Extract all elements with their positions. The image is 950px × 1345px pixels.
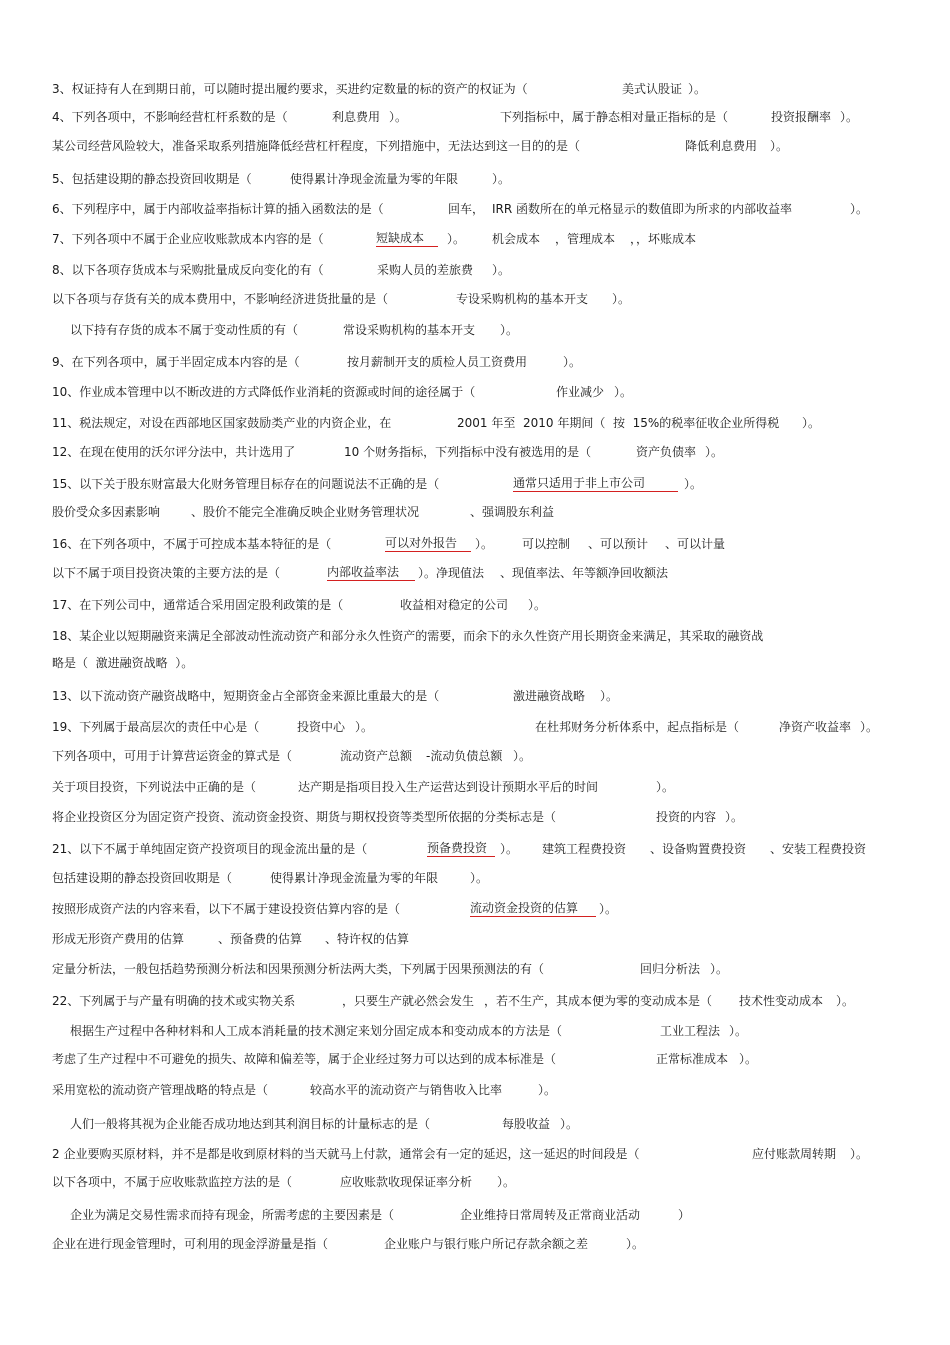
text-segment: ）。 <box>626 1237 645 1251</box>
text-segment: 略是（ 激进融资战略 ）。 <box>52 656 194 670</box>
text-segment: ）。 <box>725 810 744 824</box>
text-segment: 10、作业成本管理中以不断改进的方式降低作业消耗的资源或时间的途径属于（ <box>52 385 476 399</box>
text-line <box>0 230 950 248</box>
text-segment: ）。 <box>850 202 869 216</box>
text-segment: ）。 <box>500 323 519 337</box>
text-segment: ）。 <box>802 416 821 430</box>
text-line <box>0 200 950 218</box>
text-segment: ）。 <box>705 445 724 459</box>
text-line <box>0 960 950 978</box>
text-segment: ）。 <box>492 263 511 277</box>
text-segment: IRR 函数所在的单元格显示的数值即为所求的内部收益率 <box>492 202 793 216</box>
text-segment: 较高水平的流动资产与销售收入比率 <box>310 1083 503 1097</box>
text-segment: -流动负债总额 <box>426 749 503 763</box>
text-segment: 4、下列各项中，不影响经营杠杆系数的是（ <box>52 110 288 124</box>
text-segment: ）。 <box>447 232 466 246</box>
text-segment: ，若不生产 <box>484 994 545 1008</box>
text-segment: 3、权证持有人在到期日前，可以随时提出履约要求，买进约定数量的标的资产的权证为（ <box>52 82 528 96</box>
text-segment: 机会成本 <box>492 232 541 246</box>
text-segment: 15、以下关于股东财富最大化财务管理目标存在的问题说法不正确的是（ <box>52 477 440 491</box>
text-segment: ，，坏账成本 <box>630 232 697 246</box>
text-segment: ）。 <box>684 477 703 491</box>
text-segment: 、安装工程费投资 <box>770 842 867 856</box>
text-segment: 、设备购置费投资 <box>650 842 747 856</box>
text-segment: 使得累计净现金流量为零的年限 <box>270 871 439 885</box>
text-segment: 使得累计净现金流量为零的年限 <box>290 172 459 186</box>
text-segment: ）。 <box>560 1117 579 1131</box>
text-segment: ）。 <box>528 598 547 612</box>
text-segment: 以下各项与存货有关的成本费用中，不影响经济进货批量的是（ <box>52 292 389 306</box>
text-line <box>0 930 950 948</box>
text-line <box>0 353 950 371</box>
text-segment: 关于项目投资，下列说法中正确的是（ <box>52 780 257 794</box>
text-segment: 11、税法规定，对设在西部地区国家鼓励类产业的内资企业，在 <box>52 416 392 430</box>
text-segment: 人们一般将其视为企业能否成功地达到其利润目标的计量标志的是（ <box>70 1117 431 1131</box>
text-segment: 7、下列各项中不属于企业应收账款成本内容的是（ <box>52 232 324 246</box>
answer-underlined: 可以对外报告 <box>385 535 471 552</box>
text-segment: ）。 <box>470 871 489 885</box>
text-segment: ）。 <box>599 902 618 916</box>
text-segment: ）。 <box>710 962 729 976</box>
text-segment: 流动资产总额 <box>340 749 413 763</box>
text-segment: 常设采购机构的基本开支 <box>343 323 476 337</box>
text-segment: 8、以下各项存货成本与采购批量成反向变化的有（ <box>52 263 324 277</box>
text-segment: 、可以计量 <box>665 537 726 551</box>
text-line <box>0 654 950 672</box>
text-segment: ）。 <box>497 1175 516 1189</box>
text-line <box>0 900 950 918</box>
text-segment: ，只要生产就必然会发生 <box>342 994 475 1008</box>
text-segment: 6、下列程序中，属于内部收益率指标计算的插入函数法的是（ <box>52 202 384 216</box>
text-segment: 18、某企业以短期融资来满足全部波动性流动资产和部分永久性资产的需要，而余下的永久性资产用长期资金来满足，其采取的融资战 <box>52 629 764 643</box>
text-line <box>0 992 950 1010</box>
text-segment: 专设采购机构的基本开支 <box>456 292 589 306</box>
text-segment: 、可以预计 <box>588 537 649 551</box>
text-line <box>0 687 950 705</box>
text-line <box>0 1115 950 1133</box>
text-segment: ）。 <box>614 385 633 399</box>
text-segment: 按月薪制开支的质检人员工资费用 <box>347 355 528 369</box>
text-segment: 企业为满足交易性需求而持有现金，所需考虑的主要因素是（ <box>70 1208 395 1222</box>
text-segment: 采购人员的差旅费 <box>377 263 474 277</box>
text-segment: 投资报酬率 <box>771 110 832 124</box>
text-segment: 包括建设期的静态投资回收期是（ <box>52 871 233 885</box>
text-segment: 回车， <box>448 202 485 216</box>
text-segment: ）。 <box>389 110 408 124</box>
text-segment: ）。净现值法 <box>418 566 485 580</box>
text-segment: 资产负债率 <box>636 445 697 459</box>
text-segment: 工业工程法 <box>660 1024 721 1038</box>
text-segment: 、强调股东利益 <box>470 505 555 519</box>
text-segment: 16、在下列各项中，不属于可控成本基本特征的是（ <box>52 537 332 551</box>
text-line <box>0 1081 950 1099</box>
text-segment: 考虑了生产过程中不可避免的损失、故障和偏差等，属于企业经过努力可以达到的成本标准是（ <box>52 1052 557 1066</box>
text-segment: 下列指标中，属于静态相对量正指标的是（ <box>500 110 729 124</box>
text-segment: 股价受众多因素影响 <box>52 505 161 519</box>
text-segment: 以下持有存货的成本不属于变动性质的有（ <box>70 323 299 337</box>
text-segment: 达产期是指项目投入生产运营达到设计预期水平后的时间 <box>298 780 599 794</box>
text-segment: ）。 <box>500 842 519 856</box>
text-segment: ）。 <box>513 749 532 763</box>
text-line <box>0 137 950 155</box>
text-line <box>0 383 950 401</box>
text-line <box>0 1145 950 1163</box>
text-line <box>0 80 950 98</box>
text-segment: 、预备费的估算 <box>218 932 303 946</box>
text-segment: ）。 <box>656 780 675 794</box>
text-segment: ）。 <box>492 172 511 186</box>
text-segment: 、股价不能完全准确反映企业财务管理状况 <box>191 505 420 519</box>
answer-underlined: 预备费投资 <box>427 840 495 857</box>
text-line <box>0 535 950 553</box>
text-line <box>0 1206 950 1224</box>
text-segment: 采用宽松的流动资产管理战略的特点是（ <box>52 1083 269 1097</box>
text-segment: 根据生产过程中各种材料和人工成本消耗量的技术测定来划分固定成本和变动成本的方法是（ <box>70 1024 563 1038</box>
text-line <box>0 718 950 736</box>
text-line <box>0 778 950 796</box>
text-line <box>0 869 950 887</box>
answer-underlined: 短缺成本 <box>376 230 438 247</box>
text-line <box>0 596 950 614</box>
text-segment: ）。 <box>355 720 374 734</box>
text-line <box>0 108 950 126</box>
text-segment: ）。 <box>563 355 582 369</box>
text-segment: ）。 <box>770 139 789 153</box>
text-segment: ）。 <box>612 292 631 306</box>
text-line <box>0 1022 950 1040</box>
text-segment: ） <box>678 1208 691 1222</box>
text-segment: 降低利息费用 <box>685 139 758 153</box>
answer-underlined: 通常只适用于非上市公司 <box>513 475 678 492</box>
text-segment: 每股收益 <box>502 1117 551 1131</box>
text-segment: 9、在下列各项中，属于半固定成本内容的是（ <box>52 355 300 369</box>
text-segment: ）。 <box>840 110 859 124</box>
text-segment: 建筑工程费投资 <box>542 842 627 856</box>
text-segment: 、现值率法、年等额净回收额法 <box>500 566 669 580</box>
text-line <box>0 747 950 765</box>
text-segment: 下列各项中，可用于计算营运资金的算式是（ <box>52 749 293 763</box>
text-segment: 企业账户与银行账户所记存款余额之差 <box>384 1237 589 1251</box>
text-segment: 22、下列属于与产量有明确的技术或实物关系 <box>52 994 296 1008</box>
text-segment: 定量分析法，一般包括趋势预测分析法和因果预测分析法两大类，下列属于因果预测法的有（ <box>52 962 545 976</box>
answer-underlined: 流动资金投资的估算 <box>470 900 596 917</box>
text-segment: 在杜邦财务分析体系中，起点指标是（ <box>535 720 740 734</box>
text-segment: 应收账款收现保证率分析 <box>340 1175 473 1189</box>
text-segment: 企业在进行现金管理时，可利用的现金浮游量是指（ <box>52 1237 329 1251</box>
text-segment: 可以控制 <box>522 537 571 551</box>
text-line <box>0 808 950 826</box>
text-segment: ）。 <box>729 1024 748 1038</box>
text-segment: 美式认股证 <box>622 82 683 96</box>
text-segment: 2001 年至 2010 年期间（ 按 15%的税率征收企业所得税 <box>457 416 780 430</box>
text-line <box>0 1050 950 1068</box>
text-segment: 作业减少 <box>556 385 605 399</box>
text-segment: 13、以下流动资产融资战略中，短期资金占全部资金来源比重最大的是（ <box>52 689 440 703</box>
text-line <box>0 443 950 461</box>
text-segment: 企业维持日常周转及正常商业活动 <box>460 1208 641 1222</box>
text-line <box>0 1173 950 1191</box>
text-segment: 某公司经营风险较大，准备采取系列措施降低经营杠杆程度，下列措施中，无法达到这一目的的是（ <box>52 139 581 153</box>
text-segment: ）。 <box>850 1147 869 1161</box>
text-segment: 2 企业要购买原材料，并不是都是收到原材料的当天就马上付款，通常会有一定的延迟，这一延迟的时间段是（ <box>52 1147 640 1161</box>
text-segment: 以下不属于项目投资决策的主要方法的是（ <box>52 566 281 580</box>
text-segment: 5、包括建设期的静态投资回收期是（ <box>52 172 252 186</box>
text-segment: ）。 <box>475 537 494 551</box>
text-line <box>0 321 950 339</box>
text-line <box>0 290 950 308</box>
text-segment: 激进融资战略 <box>513 689 586 703</box>
text-segment: 收益相对稳定的公司 <box>400 598 509 612</box>
text-segment: 以下各项中，不属于应收账款监控方法的是（ <box>52 1175 293 1189</box>
text-line <box>0 170 950 188</box>
text-segment: ）。 <box>836 994 855 1008</box>
text-segment: 利息费用 <box>332 110 381 124</box>
text-line <box>0 475 950 493</box>
text-segment: 净资产收益率 <box>779 720 852 734</box>
text-line <box>0 1235 950 1253</box>
text-segment: 回归分析法 <box>640 962 701 976</box>
text-segment: 投资中心 <box>297 720 346 734</box>
text-line <box>0 503 950 521</box>
text-line <box>0 840 950 858</box>
text-line <box>0 564 950 582</box>
text-segment: ）。 <box>688 82 707 96</box>
text-line <box>0 414 950 432</box>
text-line <box>0 261 950 279</box>
text-segment: 形成无形资产费用的估算 <box>52 932 185 946</box>
text-line <box>0 627 950 645</box>
answer-underlined: 内部收益率法 <box>327 564 415 581</box>
text-segment: 19、下列属于最高层次的责任中心是（ <box>52 720 260 734</box>
text-segment: ）。 <box>600 689 619 703</box>
text-segment: 技术性变动成本 <box>739 994 824 1008</box>
text-segment: 、特许权的估算 <box>325 932 410 946</box>
text-segment: 17、在下列公司中，通常适合采用固定股利政策的是（ <box>52 598 344 612</box>
text-segment: ，管理成本 <box>555 232 616 246</box>
text-segment: ，其成本便为零的变动成本是（ <box>544 994 713 1008</box>
text-segment: 10 个财务指标，下列指标中没有被选用的是（ <box>344 445 592 459</box>
text-segment: ）。 <box>860 720 879 734</box>
text-segment: 将企业投资区分为固定资产投资、流动资金投资、期货与期权投资等类型所依据的分类标志是（ <box>52 810 557 824</box>
text-segment: 21、以下不属于单纯固定资产投资项目的现金流出量的是（ <box>52 842 368 856</box>
text-segment: ）。 <box>739 1052 758 1066</box>
text-segment: 应付账款周转期 <box>752 1147 837 1161</box>
text-segment: 正常标准成本 <box>656 1052 729 1066</box>
text-segment: 12、在现在使用的沃尔评分法中，共计选用了 <box>52 445 296 459</box>
text-segment: ）。 <box>538 1083 557 1097</box>
text-segment: 按照形成资产法的内容来看，以下不属于建设投资估算内容的是（ <box>52 902 401 916</box>
text-segment: 投资的内容 <box>656 810 717 824</box>
